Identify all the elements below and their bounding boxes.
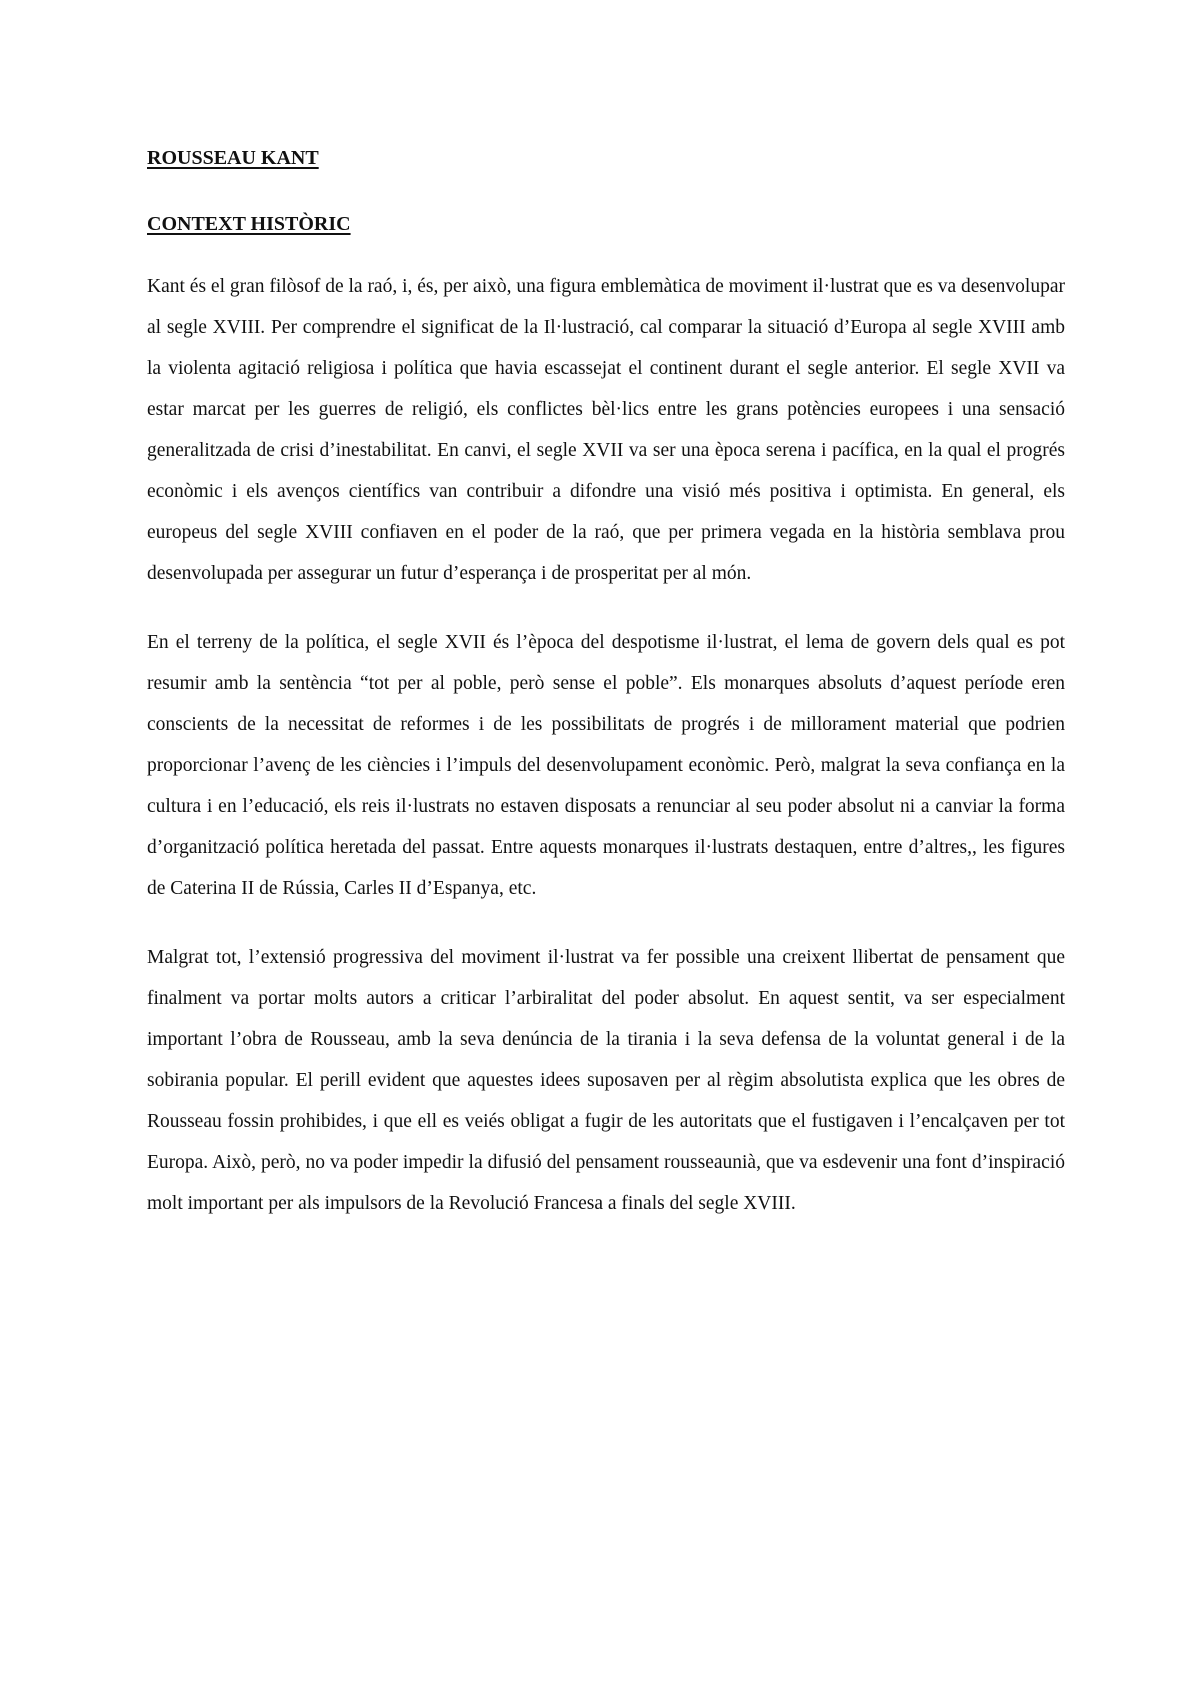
- paragraph-3: Malgrat tot, l’extensió progressiva del moviment il·lustrat va fer possible una creixent llibertat de pensament que finalment va portar molts autors a criticar l’arbiralitat del poder absolut. En aquest sentit, va ser especialment important l’obra de Rousseau, amb la seva denúncia de la tirania i la seva defensa de la voluntat general i de la sobirania popular. El perill evident que aquestes idees suposaven per al règim absolutista explica que les obres de Rousseau fossin prohibides, i que ell es veiés obligat a fugir de les autoritats que el fustigaven i l’encalçaven per tot Europa. Això, però, no va poder impedir la difusió del pensament rousseaunià, que va esdevenir una font d’inspiració molt important per als impulsors de la Revolució Francesa a finals del segle XVIII.: [147, 947, 1065, 1214]
- section-heading: CONTEXT HISTÒRIC: [147, 213, 351, 235]
- document-body: [147, 142, 1065, 1224]
- document-title: ROUSSEAU KANT: [147, 147, 319, 169]
- paragraph-2: En el terreny de la política, el segle XVII és l’època del despotisme il·lustrat, el lema de govern dels qual es pot resumir amb la sentència “tot per al poble, però sense el poble”. Els monarques absoluts d’aquest període eren conscients de la necessitat de reformes i de les possibilitats de progrés i de millorament material que podrien proporcionar l’avenç de les ciències i l’impuls del desenvolupament econòmic. Però, malgrat la seva confiança en la cultura i en l’educació, els reis il·lustrats no estaven disposats a renunciar al seu poder absolut ni a canviar la forma d’organització política heretada del passat. Entre aquests monarques il·lustrats destaquen, entre d’altres,, les figures de Caterina II de Rússia, Carles II d’Espanya, etc.: [147, 632, 1065, 899]
- paragraph-1: Kant és el gran filòsof de la raó, i, és, per això, una figura emblemàtica de moviment il·lustrat que es va desenvolupar al segle XVIII. Per comprendre el significat de la Il·lustració, cal comparar la situació d’Europa al segle XVIII amb la violenta agitació religiosa i política que havia escassejat el continent durant el segle anterior. El segle XVII va estar marcat per les guerres de religió, els conflictes bèl·lics entre les grans potències europees i una sensació generalitzada de crisi d’inestabilitat. En canvi, el segle XVII va ser una època serena i pacífica, en la qual el progrés econòmic i els avenços científics van contribuir a difondre una visió més positiva i optimista. En general, els europeus del segle XVIII confiaven en el poder de la raó, que per primera vegada en la història semblava prou desenvolupada per assegurar un futur d’esperança i de prosperitat per al món.: [147, 276, 1065, 584]
